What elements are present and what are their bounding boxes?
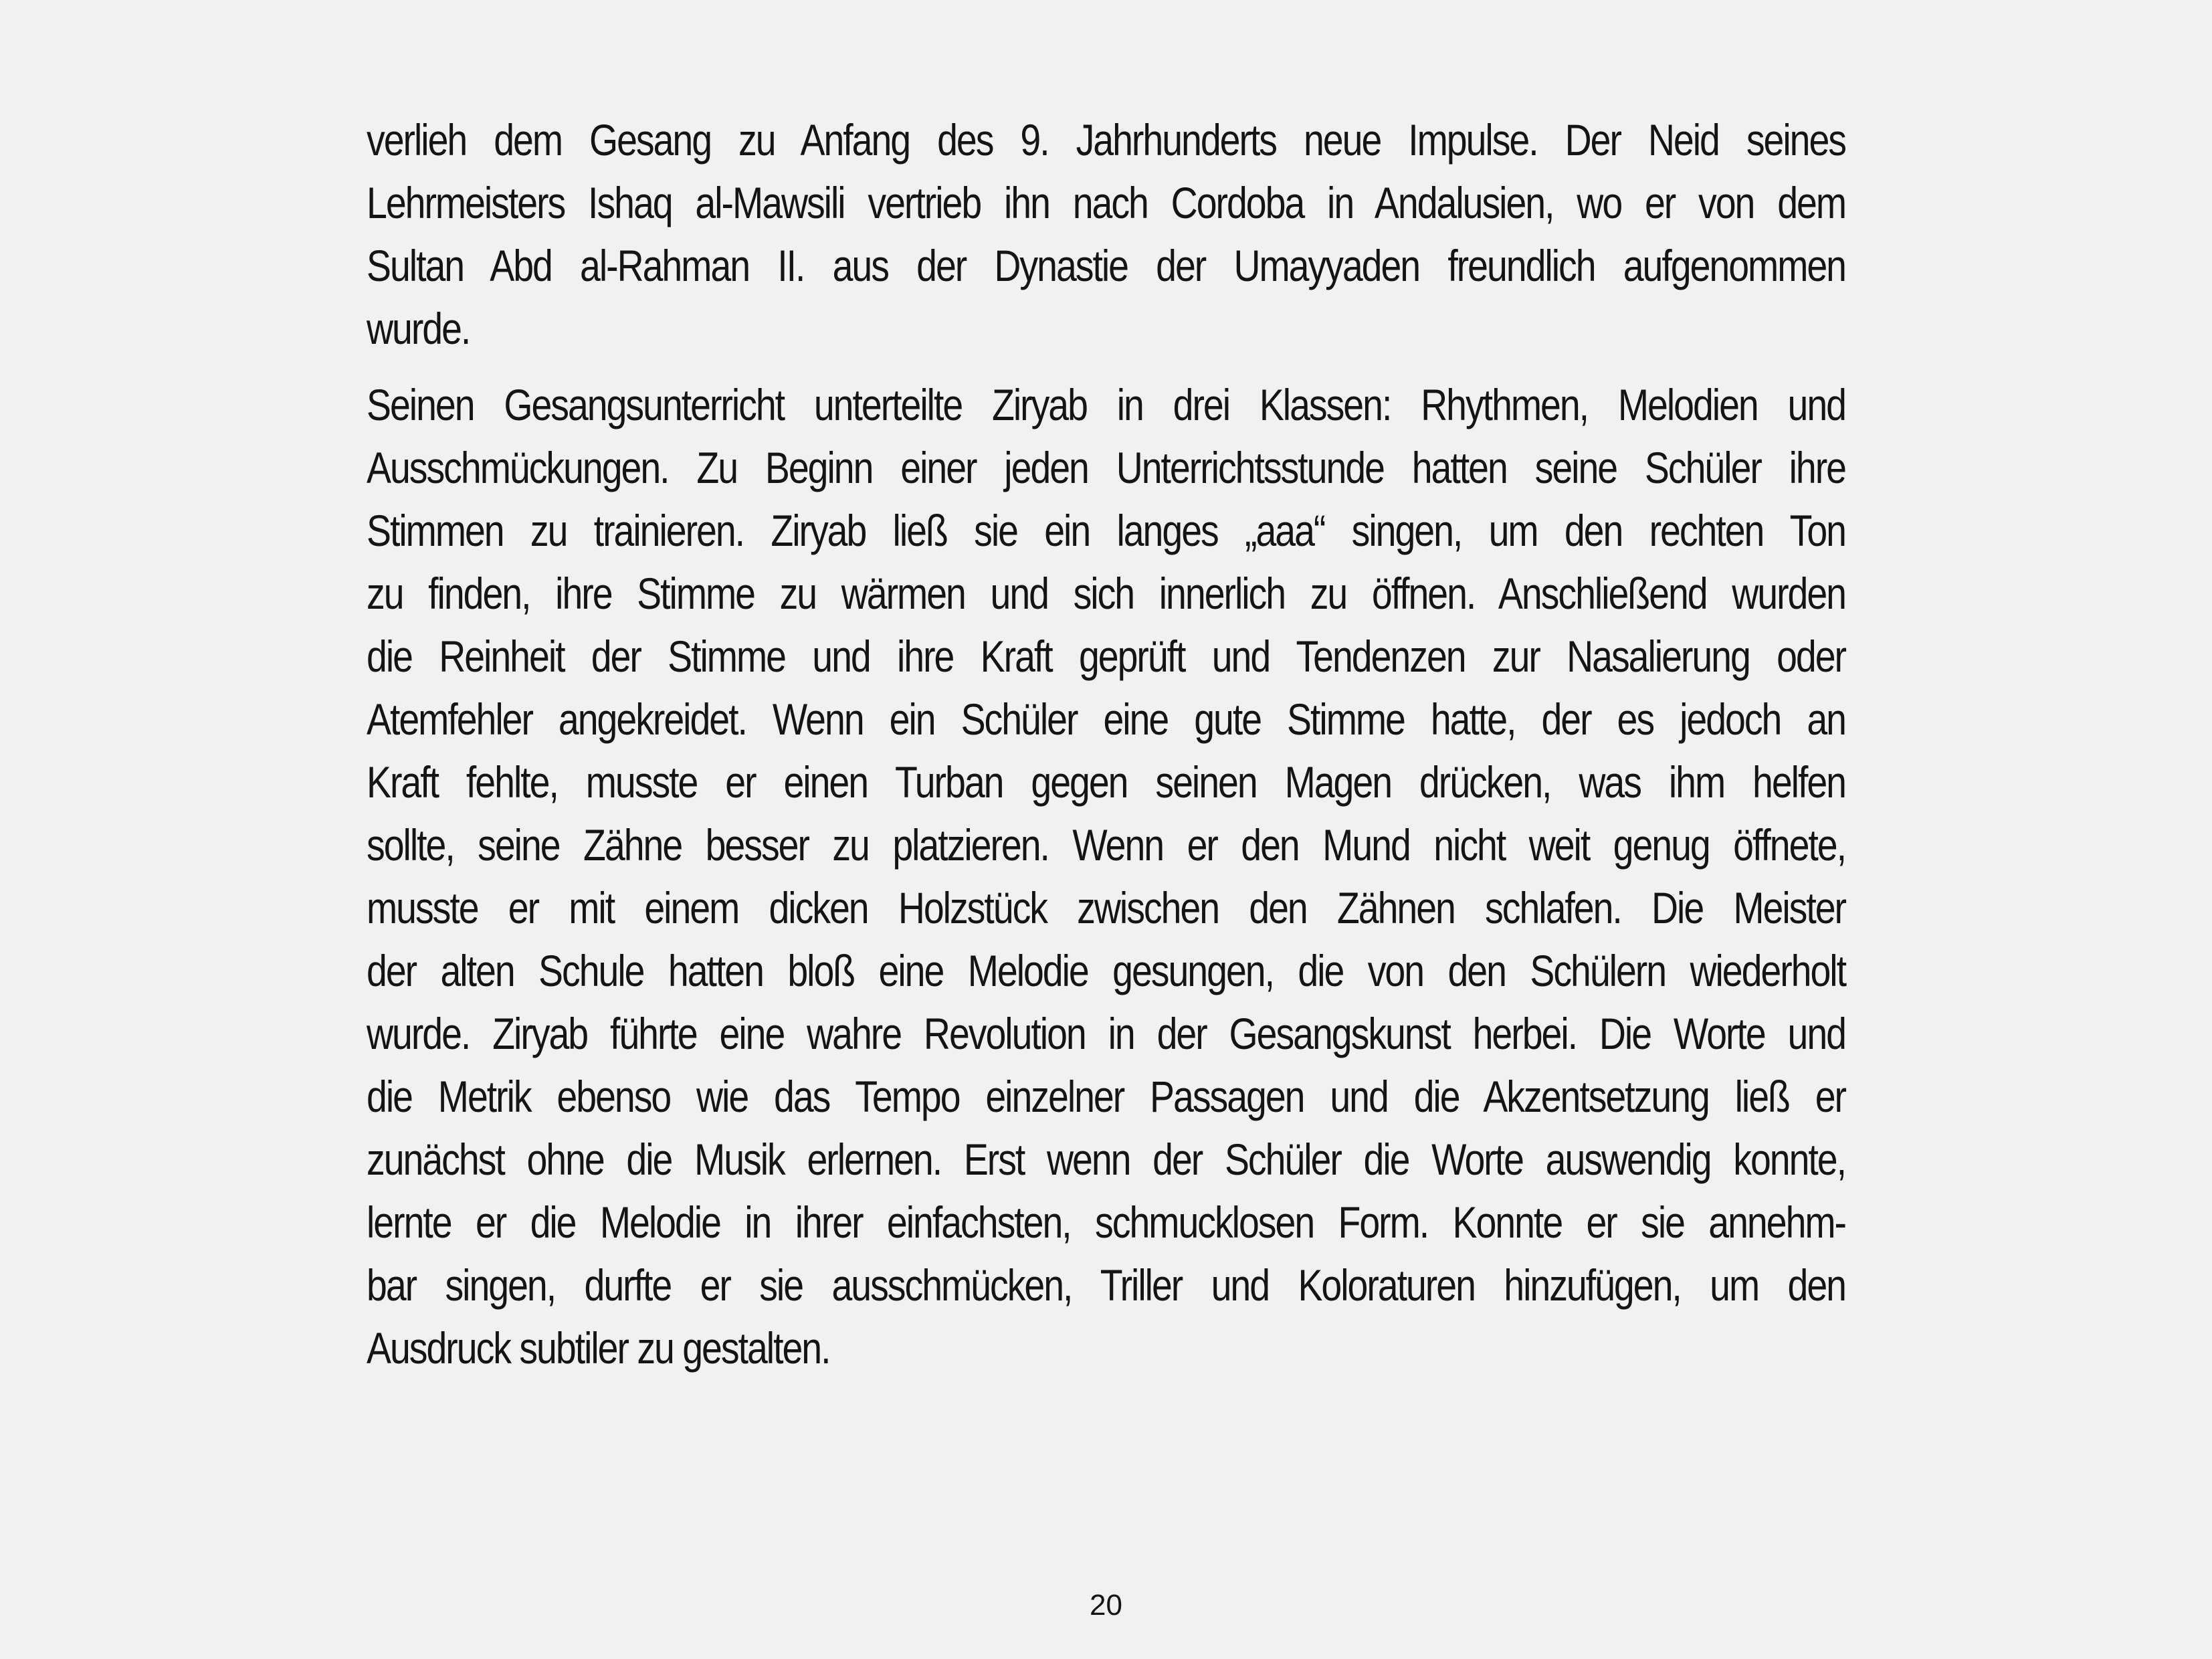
- text-line: Kraft fehlte, musste er einen Turban gegen seinen Magen drücken, was ihm helfen: [367, 757, 1845, 807]
- text-line: zu finden, ihre Stimme zu wärmen und sich innerlich zu öffnen. Anschließend wurden: [367, 569, 1845, 618]
- text-line: musste er mit einem dicken Holzstück zwischen den Zähnen schlafen. Die Meister: [367, 883, 1845, 933]
- text-line: wurde. Ziryab führte eine wahre Revolution in der Gesangskunst herbei. Die Worte und: [367, 1009, 1845, 1058]
- paragraph-1: [367, 108, 1845, 360]
- text-line: Atemfehler angekreidet. Wenn ein Schüler eine gute Stimme hatte, der es jedoch an: [367, 694, 1845, 744]
- text-line: Ausdruck subtiler zu gestalten.: [367, 1323, 830, 1373]
- text-line: die Metrik ebenso wie das Tempo einzelner Passagen und die Akzentsetzung ließ er: [367, 1072, 1845, 1121]
- page-number: 20: [1090, 1589, 1122, 1622]
- text-line: Stimmen zu trainieren. Ziryab ließ sie ein langes „aaa“ singen, um den rechten Ton: [367, 506, 1845, 555]
- paragraph-gap: [367, 360, 1845, 373]
- paragraph-2: [367, 373, 1845, 1379]
- text-line: Lehrmeisters Ishaq al-Mawsili vertrieb ihn nach Cordoba in Andalusien, wo er von dem: [367, 178, 1845, 227]
- text-line: Seinen Gesangsunterricht unterteilte Ziryab in drei Klassen: Rhythmen, Melodien und: [367, 380, 1845, 429]
- text-line: wurde.: [367, 304, 470, 353]
- page-body: [367, 108, 1845, 1379]
- text-line: verlieh dem Gesang zu Anfang des 9. Jahrhunderts neue Impulse. Der Neid seines: [367, 115, 1845, 165]
- text-line: der alten Schule hatten bloß eine Melodie gesungen, die von den Schülern wiederholt: [367, 946, 1845, 995]
- text-line: die Reinheit der Stimme und ihre Kraft geprüft und Tendenzen zur Nasalierung oder: [367, 631, 1845, 681]
- text-line: sollte, seine Zähne besser zu platzieren. Wenn er den Mund nicht weit genug öffnete,: [367, 820, 1845, 870]
- text-line: bar singen, durfte er sie ausschmücken, Triller und Koloraturen hinzufügen, um den: [367, 1260, 1845, 1310]
- text-line: zunächst ohne die Musik erlernen. Erst wenn der Schüler die Worte auswendig konnte,: [367, 1135, 1845, 1184]
- text-line: Sultan Abd al-Rahman II. aus der Dynastie der Umayyaden freundlich aufgenommen: [367, 241, 1845, 290]
- text-line: Ausschmückungen. Zu Beginn einer jeden Unterrichtsstunde hatten seine Schüler ihre: [367, 443, 1845, 492]
- text-line: lernte er die Melodie in ihrer einfachsten, schmucklosen Form. Konnte er sie annehm-: [367, 1197, 1845, 1247]
